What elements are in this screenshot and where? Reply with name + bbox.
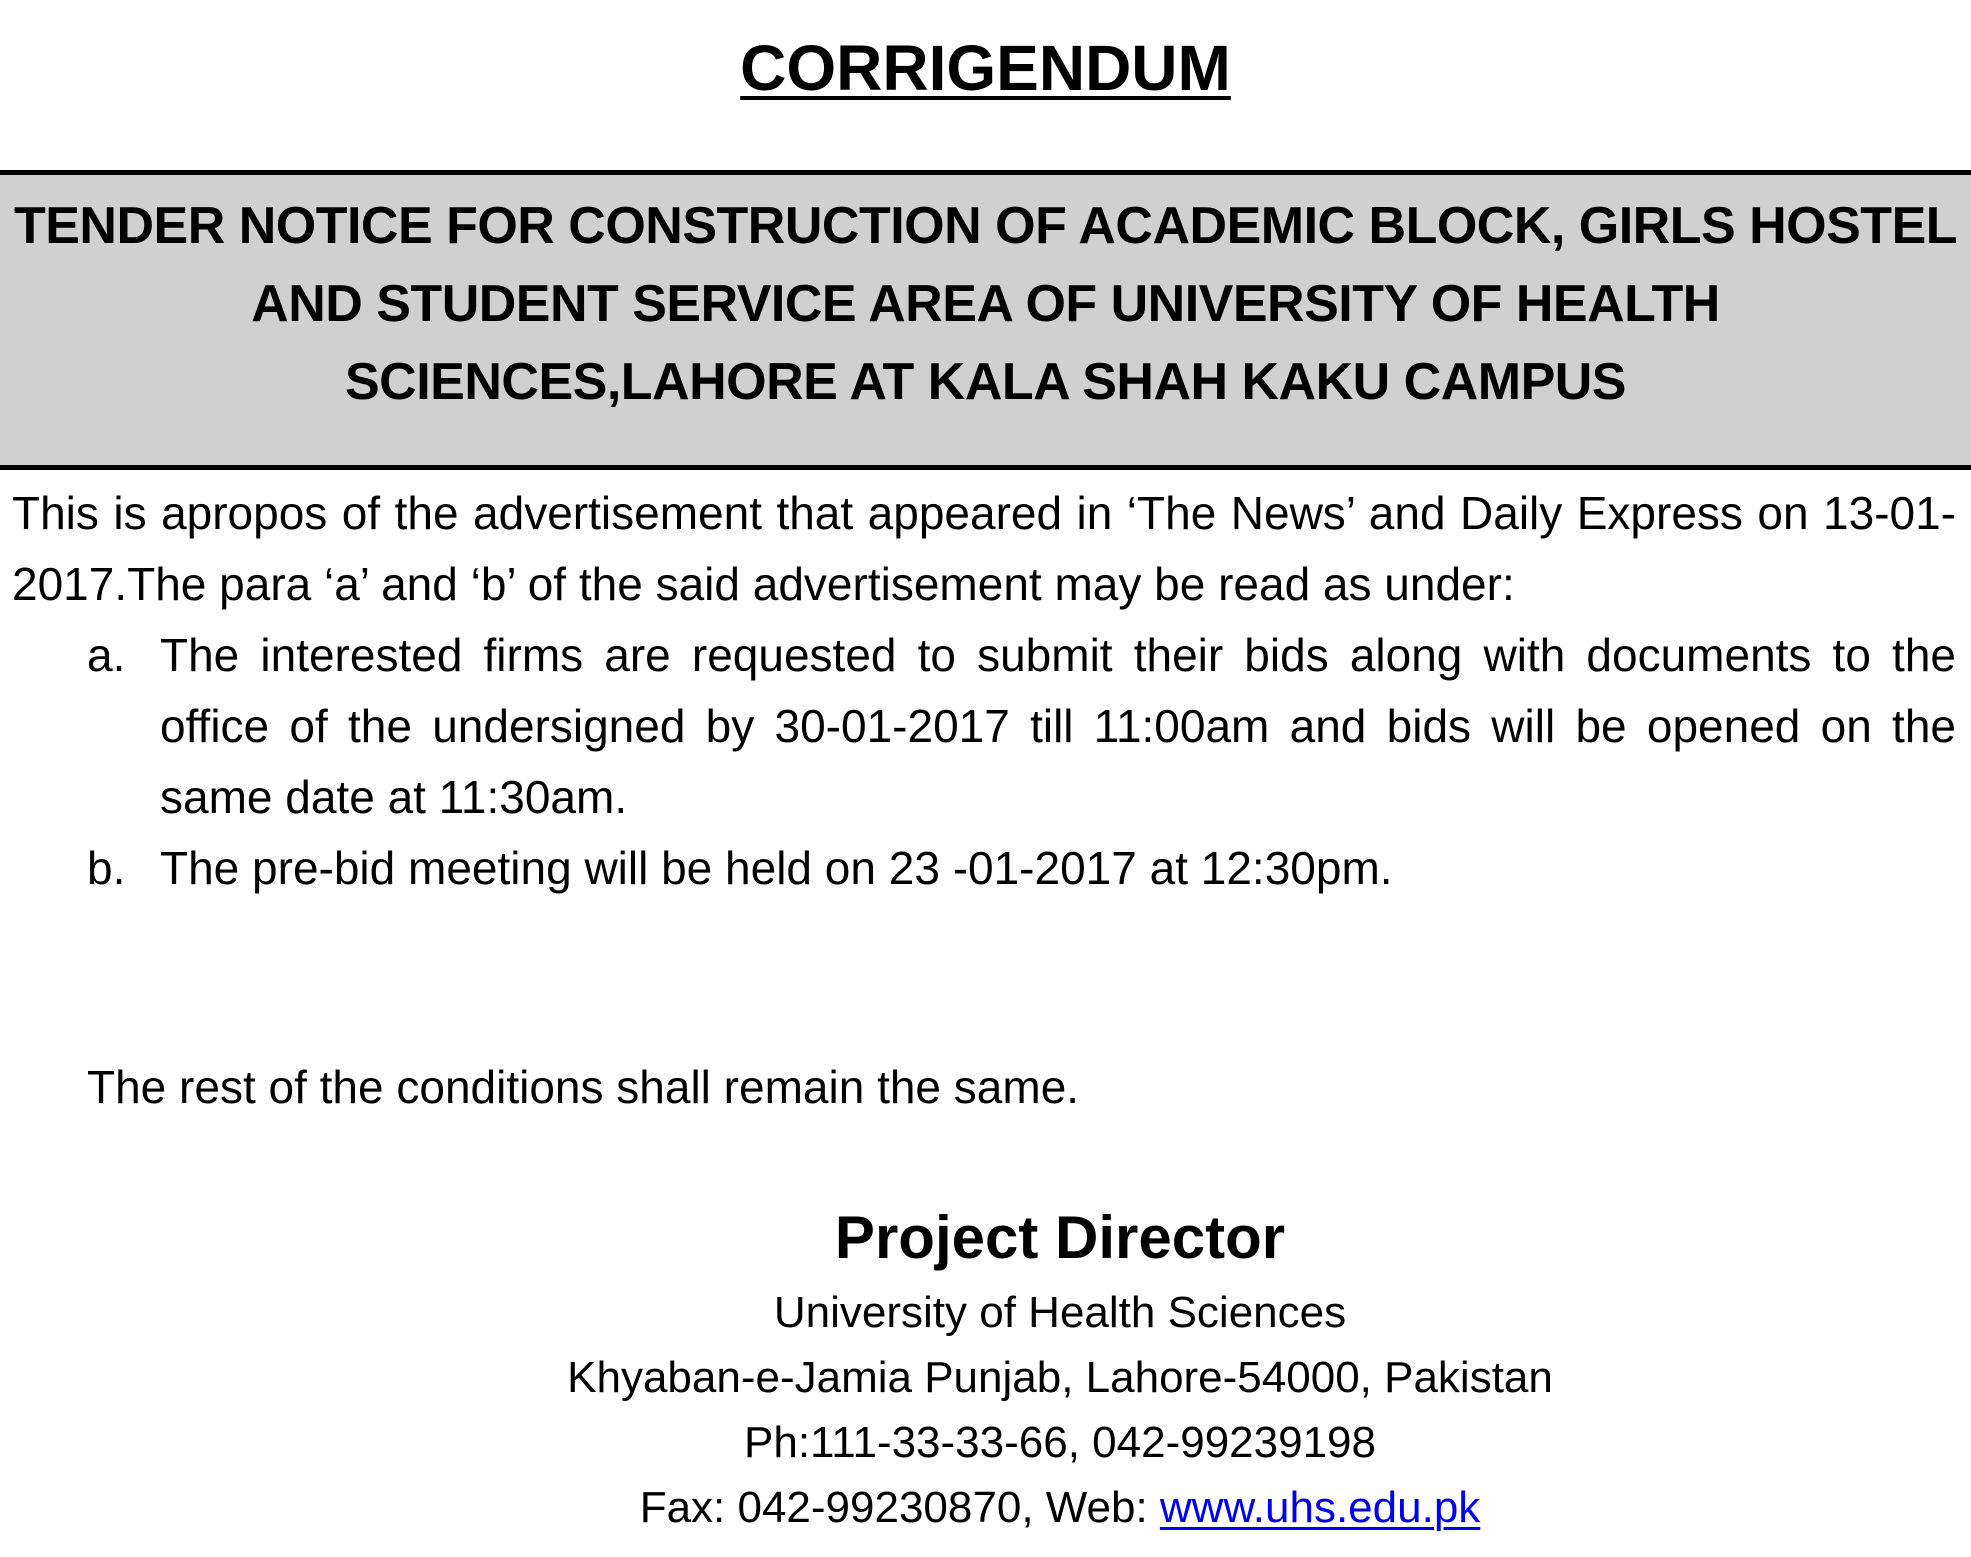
signature-block [0, 1196, 1971, 1540]
closing-statement: The rest of the conditions shall remain the same. [87, 1061, 1080, 1113]
list-marker-b: b. [87, 842, 126, 894]
intro-paragraph: This is apropos of the advertisement that appeared in ‘The News’ and Daily Express on 13-01-2017.The para ‘a’ and ‘b’ of the said advertisement may be read as under: [12, 487, 1956, 610]
notice-body [12, 478, 1956, 904]
organization-name: University of Health Sciences [773, 1288, 1347, 1337]
fax-text: Fax: 042-99230870, Web: [639, 1483, 1160, 1532]
phone-numbers: Ph:111-33-33-66, 042-99239198 [744, 1418, 1376, 1467]
tender-heading-box [0, 170, 1971, 470]
corrigendum-title: CORRIGENDUM [740, 32, 1231, 104]
signatory-title: Project Director [834, 1204, 1286, 1271]
list-item-b [12, 833, 1956, 904]
list-text-b: The pre-bid meeting will be held on 23 -01-2017 at 12:30pm. [160, 842, 1393, 894]
postal-address: Khyaban-e-Jamia Punjab, Lahore-54000, Pakistan [567, 1353, 1553, 1402]
tender-heading: TENDER NOTICE FOR CONSTRUCTION OF ACADEMIC BLOCK, GIRLS HOSTEL AND STUDENT SERVICE AREA OF UNIVERSITY OF HEALTH SCIENCES,LAHORE AT KALA SHAH KAKU CAMPUS [13, 197, 1958, 411]
list-item-a [12, 620, 1956, 833]
amendment-list [12, 620, 1956, 904]
website-link[interactable]: www.uhs.edu.pk [1159, 1483, 1481, 1532]
list-marker-a: a. [87, 629, 126, 681]
list-text-a: The interested firms are requested to submit their bids along with documents to the office of the undersigned by 30-01-2017 till 11:00am and bids will be opened on the same date at 11:30am. [160, 629, 1956, 823]
fax-web-line [0, 1475, 1971, 1540]
